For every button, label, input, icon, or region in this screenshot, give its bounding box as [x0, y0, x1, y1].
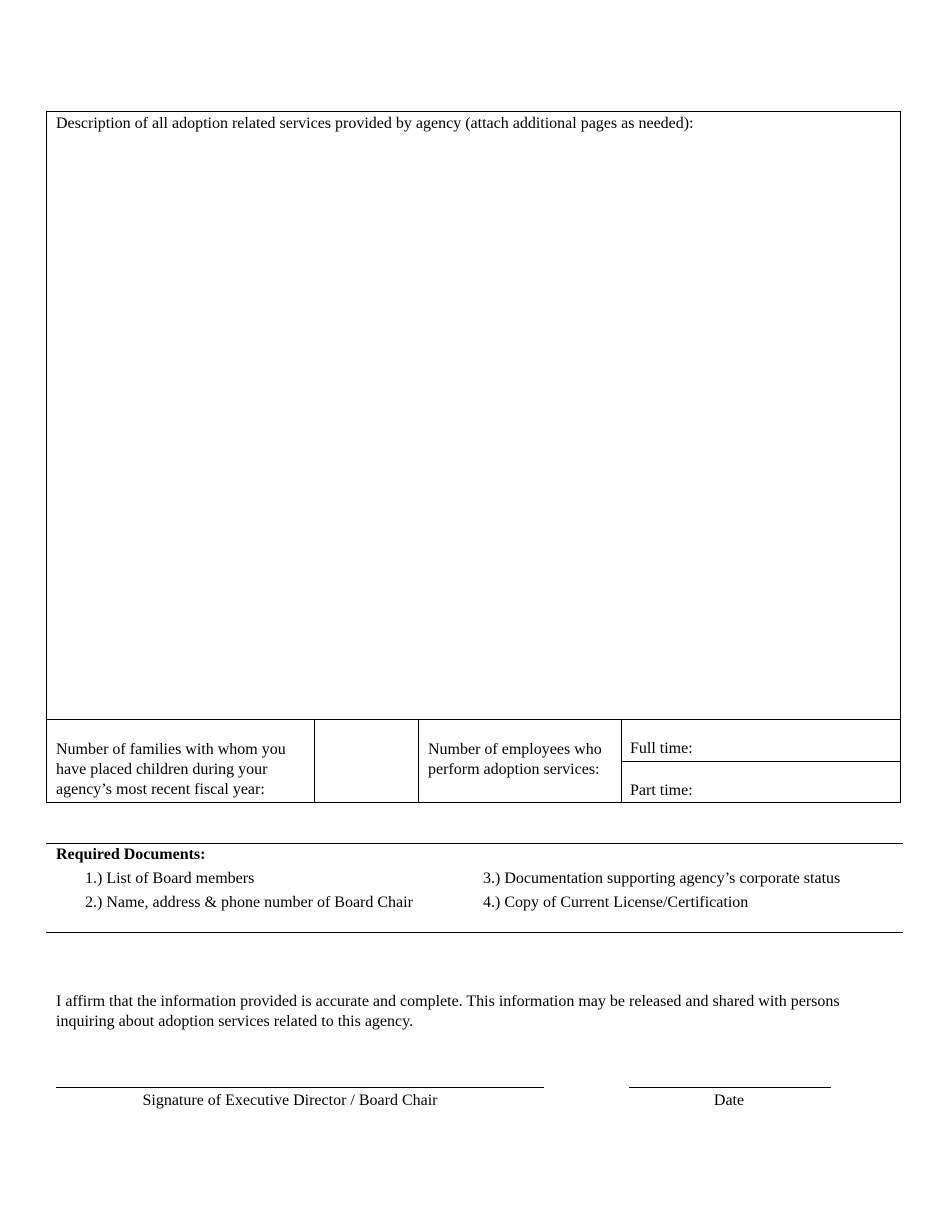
date-label: Date: [713, 1092, 745, 1109]
required-doc-item: 4.) Copy of Current License/Certification: [483, 894, 749, 911]
families-placed-label: Number of families with whom you have placed children during your agency’s most recent fiscal year:: [56, 741, 286, 798]
divider-full-part-time: [621, 761, 901, 762]
required-doc-item: 1.) List of Board members: [85, 870, 255, 887]
required-doc-item: 3.) Documentation supporting agency’s corporate status: [483, 870, 841, 887]
required-docs-bottom-divider: [46, 932, 903, 933]
families-placed-field[interactable]: [315, 720, 418, 803]
description-box[interactable]: [46, 111, 901, 803]
stats-row-top-border: [46, 719, 901, 720]
divider-employees-label: [418, 719, 419, 803]
employees-label: Number of employees who perform adoption services:: [428, 741, 602, 778]
required-documents-title: Required Documents:: [56, 846, 206, 863]
part-time-field[interactable]: Part time:: [630, 782, 693, 799]
date-line[interactable]: [629, 1087, 831, 1088]
affirmation-text: I affirm that the information provided is accurate and complete. This information may be released and shared with persons inquiring about adoption services related to this agency.: [56, 993, 840, 1030]
signature-line[interactable]: [56, 1087, 544, 1088]
full-time-field[interactable]: Full time:: [630, 740, 693, 757]
signature-label: Signature of Executive Director / Board Chair: [142, 1092, 438, 1109]
required-doc-item: 2.) Name, address & phone number of Board Chair: [85, 894, 413, 911]
description-label: Description of all adoption related services provided by agency (attach additional pages as needed):: [56, 115, 694, 132]
required-docs-top-divider: [46, 843, 903, 844]
